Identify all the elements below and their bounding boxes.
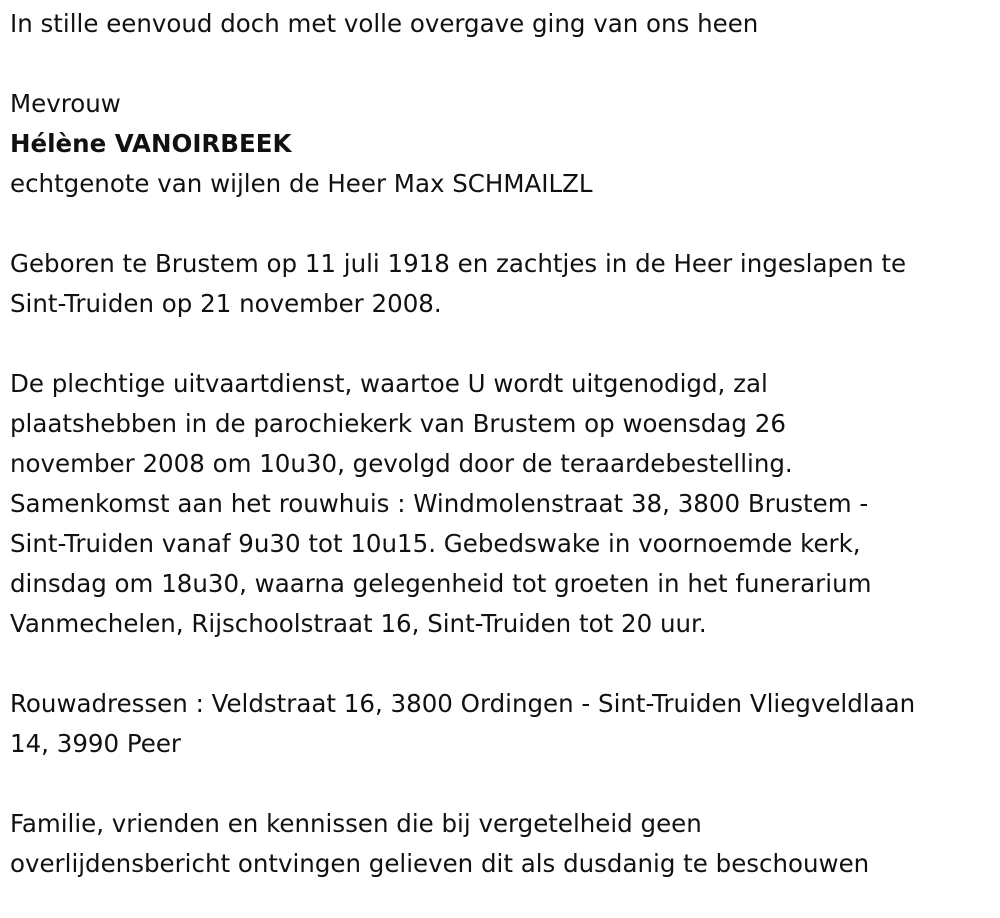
spacer [10, 324, 1000, 364]
paragraph-line: plaatshebben in de parochiekerk van Brustem op woensdag 26 [10, 409, 786, 438]
spacer [10, 204, 1000, 244]
closing-paragraph [10, 804, 1000, 884]
paragraph-line: Sint-Truiden vanaf 9u30 tot 10u15. Gebedswake in voornoemde kerk, [10, 529, 861, 558]
paragraph-line: De plechtige uitvaartdienst, waartoe U wordt uitgenodigd, zal [10, 369, 768, 398]
addresses-paragraph [10, 684, 1000, 764]
relation-line: echtgenote van wijlen de Heer Max SCHMAILZL [10, 169, 593, 198]
paragraph-line: Rouwadressen : Veldstraat 16, 3800 Ordingen - Sint-Truiden Vliegveldlaan [10, 689, 916, 718]
paragraph-line: Familie, vrienden en kennissen die bij vergetelheid geen [10, 809, 702, 838]
spacer [10, 644, 1000, 684]
salutation: Mevrouw [10, 89, 121, 118]
intro-line: In stille eenvoud doch met volle overgave ging van ons heen [10, 9, 759, 38]
spacer [10, 764, 1000, 804]
paragraph-line: 14, 3990 Peer [10, 729, 182, 758]
paragraph-line: Geboren te Brustem op 11 juli 1918 en zachtjes in de Heer ingeslapen te [10, 249, 907, 278]
paragraph-line: Sint-Truiden op 21 november 2008. [10, 289, 442, 318]
spacer [10, 44, 1000, 84]
funeral-paragraph [10, 364, 1000, 644]
paragraph-line: Vanmechelen, Rijschoolstraat 16, Sint-Truiden tot 20 uur. [10, 609, 707, 638]
paragraph-line: overlijdensbericht ontvingen gelieven dit als dusdanig te beschouwen [10, 849, 870, 878]
deceased-name: Hélène VANOIRBEEK [10, 129, 292, 158]
birth-death-paragraph [10, 244, 1000, 324]
paragraph-line: Samenkomst aan het rouwhuis : Windmolenstraat 38, 3800 Brustem - [10, 489, 869, 518]
paragraph-line: november 2008 om 10u30, gevolgd door de teraardebestelling. [10, 449, 793, 478]
paragraph-line: dinsdag om 18u30, waarna gelegenheid tot groeten in het funerarium [10, 569, 872, 598]
